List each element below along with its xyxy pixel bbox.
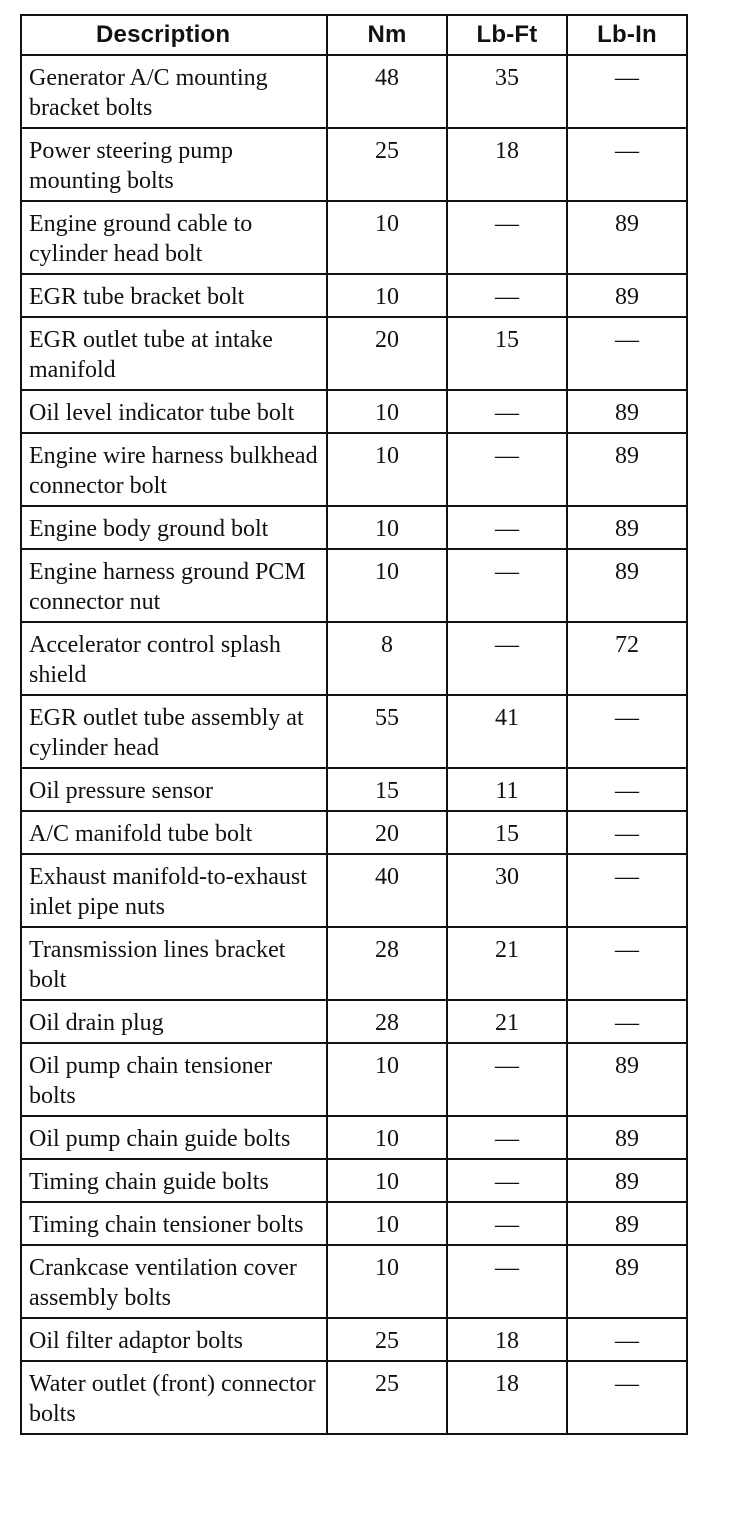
cell-lb-ft: — (447, 390, 567, 433)
cell-lb-ft: — (447, 433, 567, 506)
cell-lb-in: 89 (567, 1245, 687, 1318)
table-header-row (21, 15, 687, 55)
cell-nm: 8 (327, 622, 447, 695)
cell-lb-in: — (567, 811, 687, 854)
cell-description: EGR tube bracket bolt (21, 274, 327, 317)
cell-lb-in: 89 (567, 1116, 687, 1159)
table-row (21, 128, 687, 201)
cell-description: Oil level indicator tube bolt (21, 390, 327, 433)
cell-description: EGR outlet tube at intake manifold (21, 317, 327, 390)
cell-lb-ft: 18 (447, 1361, 567, 1434)
cell-description: Timing chain tensioner bolts (21, 1202, 327, 1245)
table-row (21, 811, 687, 854)
cell-description: Transmission lines bracket bolt (21, 927, 327, 1000)
cell-lb-ft: 21 (447, 1000, 567, 1043)
cell-lb-ft: — (447, 274, 567, 317)
cell-lb-in: 89 (567, 1202, 687, 1245)
table-row (21, 854, 687, 927)
cell-description: Crankcase ventilation cover assembly bolts (21, 1245, 327, 1318)
cell-lb-ft: 41 (447, 695, 567, 768)
cell-nm: 25 (327, 128, 447, 201)
cell-lb-in: — (567, 1361, 687, 1434)
cell-nm: 10 (327, 1159, 447, 1202)
cell-lb-ft: 21 (447, 927, 567, 1000)
cell-nm: 10 (327, 390, 447, 433)
cell-lb-in: 89 (567, 1159, 687, 1202)
cell-lb-ft: 35 (447, 55, 567, 128)
cell-description: Generator A/C mounting bracket bolts (21, 55, 327, 128)
table-row (21, 695, 687, 768)
cell-description: Timing chain guide bolts (21, 1159, 327, 1202)
cell-nm: 10 (327, 506, 447, 549)
cell-description: Oil pressure sensor (21, 768, 327, 811)
cell-nm: 48 (327, 55, 447, 128)
cell-lb-in: 89 (567, 1043, 687, 1116)
cell-lb-in: 89 (567, 274, 687, 317)
cell-description: Engine body ground bolt (21, 506, 327, 549)
cell-nm: 10 (327, 549, 447, 622)
cell-lb-ft: 30 (447, 854, 567, 927)
cell-nm: 55 (327, 695, 447, 768)
column-header-description: Description (21, 15, 327, 55)
table-row (21, 506, 687, 549)
cell-lb-in: — (567, 695, 687, 768)
table-row (21, 1000, 687, 1043)
cell-description: Engine ground cable to cylinder head bolt (21, 201, 327, 274)
cell-nm: 10 (327, 1043, 447, 1116)
table-row (21, 1245, 687, 1318)
column-header-lb-ft: Lb-Ft (447, 15, 567, 55)
table-row (21, 1202, 687, 1245)
cell-nm: 28 (327, 1000, 447, 1043)
cell-nm: 20 (327, 811, 447, 854)
column-header-lb-in: Lb-In (567, 15, 687, 55)
cell-nm: 10 (327, 1245, 447, 1318)
cell-nm: 25 (327, 1318, 447, 1361)
cell-description: Oil drain plug (21, 1000, 327, 1043)
table-row (21, 1318, 687, 1361)
cell-lb-in: — (567, 128, 687, 201)
cell-nm: 40 (327, 854, 447, 927)
cell-lb-ft: — (447, 1043, 567, 1116)
cell-lb-ft: — (447, 622, 567, 695)
cell-nm: 10 (327, 433, 447, 506)
cell-description: Oil filter adaptor bolts (21, 1318, 327, 1361)
cell-description: Engine wire harness bulkhead connector bolt (21, 433, 327, 506)
torque-specification-table (20, 14, 688, 1435)
cell-nm: 10 (327, 1116, 447, 1159)
cell-lb-in: 89 (567, 433, 687, 506)
table-row (21, 1116, 687, 1159)
table-row (21, 1159, 687, 1202)
cell-lb-in: — (567, 768, 687, 811)
cell-lb-ft: — (447, 1116, 567, 1159)
cell-lb-ft: — (447, 506, 567, 549)
cell-nm: 10 (327, 274, 447, 317)
cell-nm: 28 (327, 927, 447, 1000)
table-row (21, 622, 687, 695)
cell-lb-in: — (567, 854, 687, 927)
cell-lb-ft: — (447, 549, 567, 622)
cell-lb-ft: 15 (447, 811, 567, 854)
cell-nm: 20 (327, 317, 447, 390)
cell-description: Engine harness ground PCM connector nut (21, 549, 327, 622)
cell-lb-ft: — (447, 1159, 567, 1202)
cell-description: Oil pump chain guide bolts (21, 1116, 327, 1159)
cell-lb-in: 89 (567, 390, 687, 433)
cell-lb-in: 89 (567, 549, 687, 622)
cell-nm: 25 (327, 1361, 447, 1434)
table-row (21, 1043, 687, 1116)
cell-lb-ft: 15 (447, 317, 567, 390)
cell-lb-ft: — (447, 201, 567, 274)
cell-description: A/C manifold tube bolt (21, 811, 327, 854)
table-row (21, 201, 687, 274)
table-row (21, 1361, 687, 1434)
cell-description: Power steering pump mounting bolts (21, 128, 327, 201)
cell-lb-ft: — (447, 1202, 567, 1245)
cell-lb-in: — (567, 1000, 687, 1043)
cell-lb-ft: 11 (447, 768, 567, 811)
cell-lb-ft: 18 (447, 128, 567, 201)
cell-description: Water outlet (front) connector bolts (21, 1361, 327, 1434)
table-row (21, 55, 687, 128)
table-row (21, 549, 687, 622)
cell-lb-ft: 18 (447, 1318, 567, 1361)
cell-nm: 10 (327, 1202, 447, 1245)
cell-description: Exhaust manifold-to-exhaust inlet pipe nuts (21, 854, 327, 927)
cell-lb-in: — (567, 1318, 687, 1361)
cell-nm: 10 (327, 201, 447, 274)
table-row (21, 317, 687, 390)
cell-lb-ft: — (447, 1245, 567, 1318)
table-row (21, 390, 687, 433)
cell-lb-in: 89 (567, 201, 687, 274)
cell-lb-in: 89 (567, 506, 687, 549)
table-row (21, 768, 687, 811)
column-header-nm: Nm (327, 15, 447, 55)
cell-description: Accelerator control splash shield (21, 622, 327, 695)
cell-nm: 15 (327, 768, 447, 811)
cell-lb-in: 72 (567, 622, 687, 695)
cell-description: EGR outlet tube assembly at cylinder head (21, 695, 327, 768)
cell-lb-in: — (567, 927, 687, 1000)
cell-lb-in: — (567, 317, 687, 390)
table-row (21, 433, 687, 506)
cell-description: Oil pump chain tensioner bolts (21, 1043, 327, 1116)
table-row (21, 274, 687, 317)
cell-lb-in: — (567, 55, 687, 128)
table-row (21, 927, 687, 1000)
